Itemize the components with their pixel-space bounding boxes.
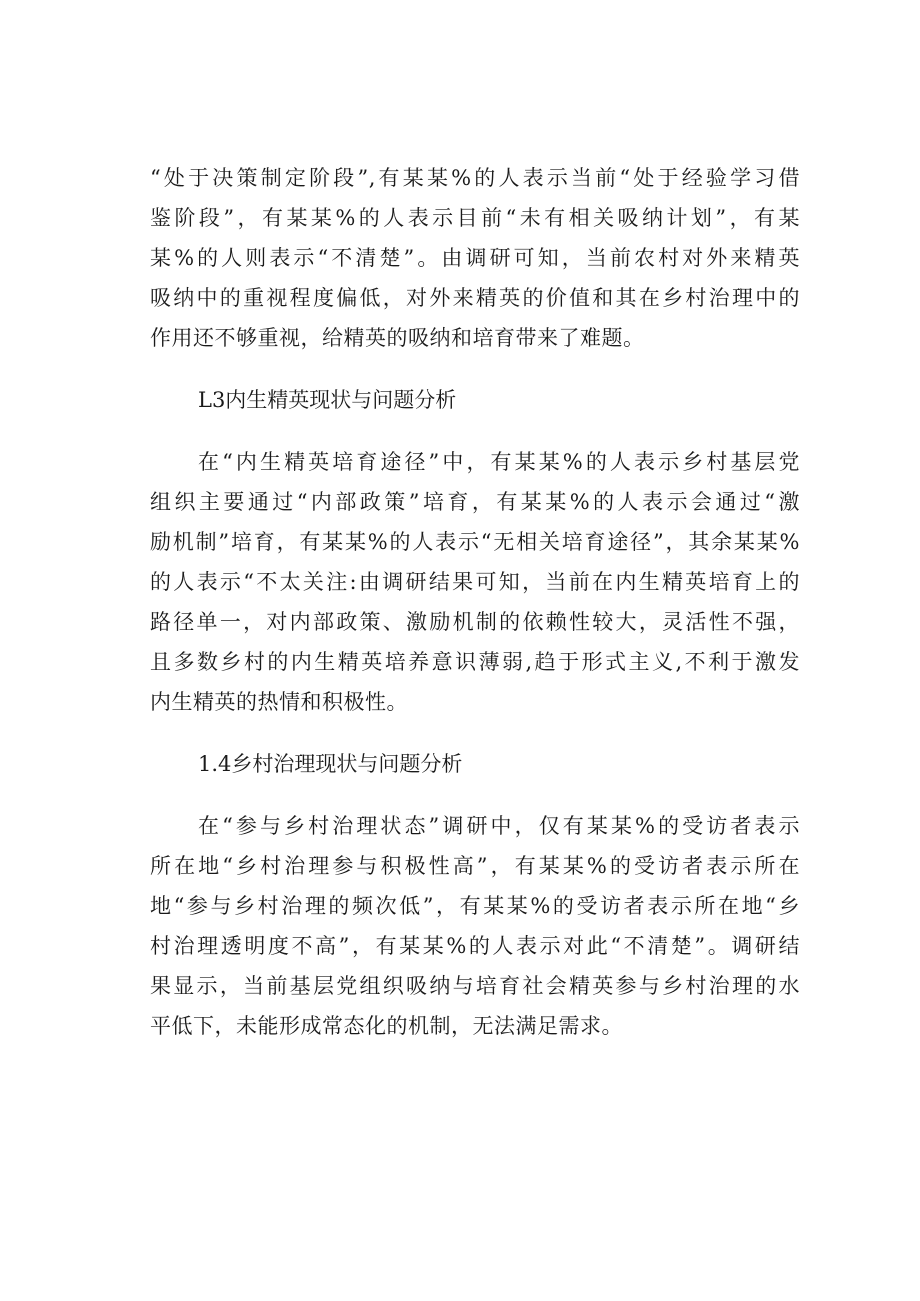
paragraph-internal-elite	[150, 442, 800, 722]
text-line: “处于决策制定阶段”,有某某%的人表示当前“处于经验学习借	[150, 166, 800, 190]
text-line: 组织主要通过“内部政策”培育，有某某%的人表示会通过“激	[150, 490, 800, 514]
text-line: 内生精英的热情和积极性。	[150, 690, 408, 714]
paragraph-rural-governance	[150, 806, 800, 1046]
text-line: 鉴阶段”，有某某%的人表示目前“未有相关吸纳计划”，有某	[150, 206, 800, 230]
section-heading-1-4: 1.4乡村治理现状与问题分析	[198, 752, 463, 776]
text-line: 的人表示“不太关注:由调研结果可知，当前在内生精英培育上的	[150, 570, 800, 594]
text-line: 且多数乡村的内生精英培养意识薄弱,趋于形式主义,不利于激发	[150, 650, 800, 674]
text-line: 村治理透明度不高”，有某某%的人表示对此“不清楚”。调研结	[150, 934, 800, 958]
section-heading-1-3: L3内生精英现状与问题分析	[198, 388, 457, 412]
text-line: 励机制”培育，有某某%的人表示“无相关培育途径”，其余某某%	[150, 530, 800, 554]
document-page	[150, 158, 800, 1046]
text-line: 所在地“乡村治理参与积极性高”，有某某%的受访者表示所在	[150, 854, 800, 878]
text-line: 作用还不够重视，给精英的吸纳和培育带来了难题。	[150, 326, 645, 350]
text-line: 路径单一，对内部政策、激励机制的依赖性较大，灵活性不强，	[150, 610, 800, 634]
text-line: 吸纳中的重视程度偏低，对外来精英的价值和其在乡村治理中的	[150, 286, 800, 310]
paragraph-external-elite	[150, 158, 800, 358]
text-line: 果显示，当前基层党组织吸纳与培育社会精英参与乡村治理的水	[150, 974, 800, 998]
text-line: 在“内生精英培育途径”中，有某某%的人表示乡村基层党	[198, 450, 800, 474]
text-line: 平低下，未能形成常态化的机制，无法满足需求。	[150, 1014, 623, 1038]
text-line: 某%的人则表示“不清楚”。由调研可知，当前农村对外来精英	[150, 246, 800, 270]
text-line: 地“参与乡村治理的频次低”，有某某%的受访者表示所在地“乡	[150, 894, 800, 918]
text-line: 在“参与乡村治理状态”调研中，仅有某某%的受访者表示	[198, 814, 800, 838]
